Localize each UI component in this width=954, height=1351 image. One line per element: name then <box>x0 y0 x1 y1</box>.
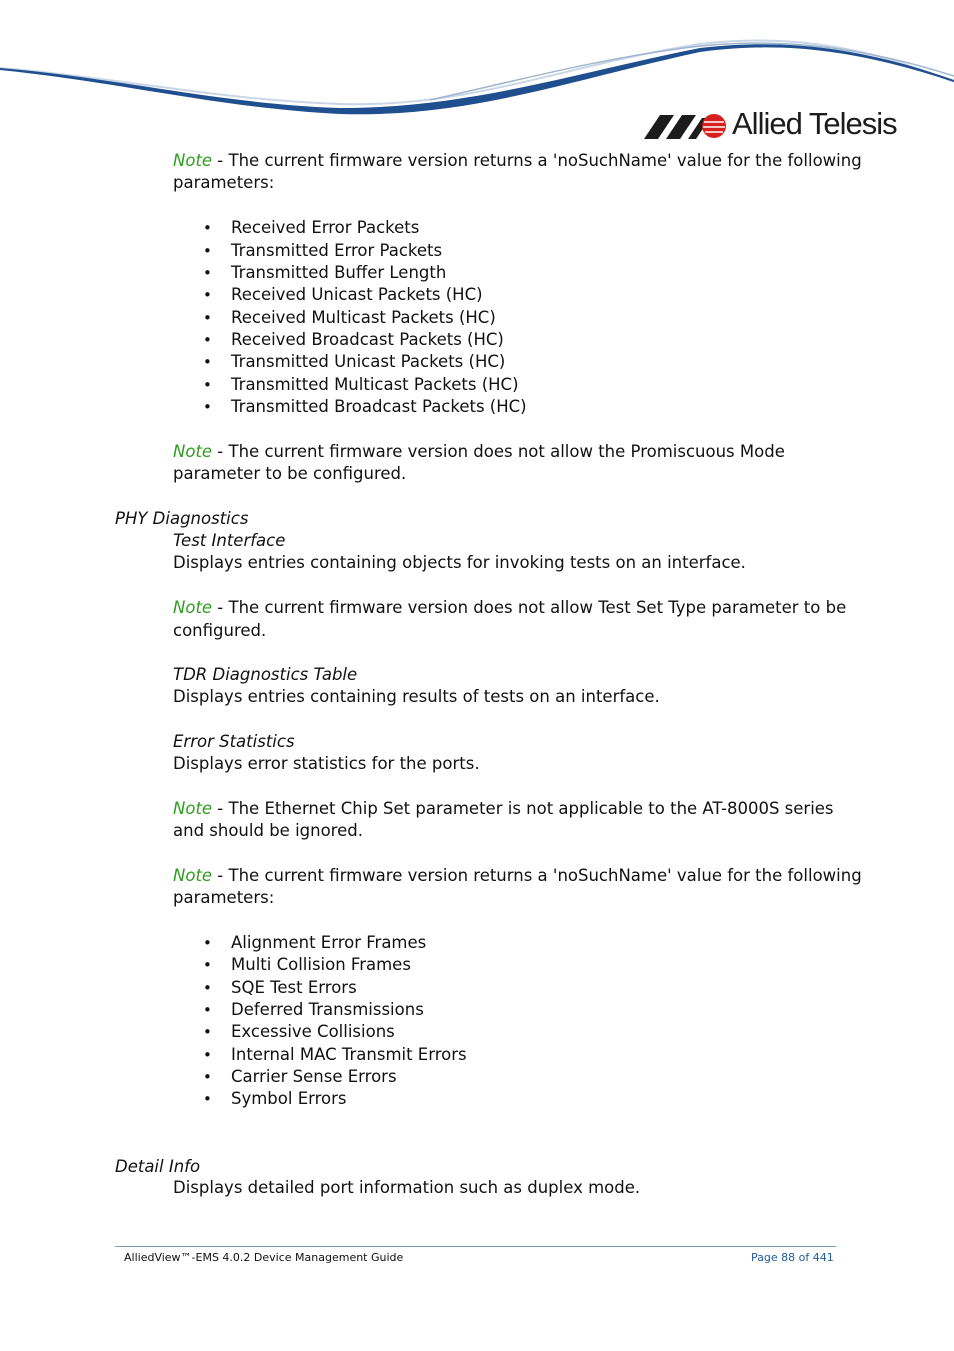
note-paragraph <box>173 441 785 463</box>
footer-document-title: AlliedView™-EMS 4.0.2 Device Management Guide <box>124 1251 404 1264</box>
bullet-icon: • <box>203 398 212 416</box>
note-paragraph <box>173 150 862 172</box>
logo-mark-icon <box>644 112 728 140</box>
list-item: SQE Test Errors <box>231 978 357 997</box>
bullet-icon: • <box>203 956 212 974</box>
note-text: - The current firmware version does not allow Test Set Type parameter to be <box>212 598 847 617</box>
bullet-icon: • <box>203 264 212 282</box>
list-item: Transmitted Multicast Packets (HC) <box>231 375 519 394</box>
list-item: Symbol Errors <box>231 1089 347 1108</box>
list-item: Received Unicast Packets (HC) <box>231 285 483 304</box>
note-text-line2: parameters: <box>173 888 275 907</box>
bullet-icon: • <box>203 331 212 349</box>
note-label: Note <box>173 442 213 461</box>
note-paragraph <box>173 597 846 619</box>
bullet-icon: • <box>203 1090 212 1108</box>
logo-wordmark: Allied Telesis <box>732 106 897 141</box>
note-text: - The Ethernet Chip Set parameter is not applicable to the AT-8000S series <box>212 799 834 818</box>
subheading-tdr-diagnostics: TDR Diagnostics Table <box>173 665 358 684</box>
bullet-icon: • <box>203 309 212 327</box>
list-item: Received Multicast Packets (HC) <box>231 308 496 327</box>
list-item: Multi Collision Frames <box>231 955 411 974</box>
detail-info-description: Displays detailed port information such as duplex mode. <box>173 1178 641 1197</box>
list-item: Transmitted Unicast Packets (HC) <box>231 352 506 371</box>
list-item: Carrier Sense Errors <box>231 1067 397 1086</box>
bullet-icon: • <box>203 1068 212 1086</box>
list-item: Transmitted Broadcast Packets (HC) <box>231 397 527 416</box>
subheading-test-interface: Test Interface <box>173 531 286 550</box>
list-item: Transmitted Buffer Length <box>231 263 447 282</box>
error-statistics-description: Displays error statistics for the ports. <box>173 754 480 773</box>
footer-page-number: Page 88 of 441 <box>751 1251 834 1264</box>
list-item: Excessive Collisions <box>231 1022 395 1041</box>
bullet-icon: • <box>203 979 212 997</box>
bullet-icon: • <box>203 286 212 304</box>
section-heading-detail-info: Detail Info <box>115 1157 201 1176</box>
subheading-error-statistics: Error Statistics <box>173 732 295 751</box>
note-label: Note <box>173 866 213 885</box>
bullet-icon: • <box>203 219 212 237</box>
list-item: Transmitted Error Packets <box>231 241 443 260</box>
note-paragraph <box>173 865 862 887</box>
note-text-line2: and should be ignored. <box>173 821 363 840</box>
bullet-icon: • <box>203 376 212 394</box>
note-text-line2: parameters: <box>173 173 275 192</box>
tdr-description: Displays entries containing results of tests on an interface. <box>173 687 660 706</box>
list-item: Internal MAC Transmit Errors <box>231 1045 467 1064</box>
list-item: Received Broadcast Packets (HC) <box>231 330 504 349</box>
note-text: - The current firmware version returns a 'noSuchName' value for the following <box>212 151 862 170</box>
list-item: Deferred Transmissions <box>231 1000 424 1019</box>
note-paragraph <box>173 798 834 820</box>
bullet-icon: • <box>203 1046 212 1064</box>
list-item: Alignment Error Frames <box>231 933 427 952</box>
note-text-line2: parameter to be configured. <box>173 464 407 483</box>
note-text: - The current firmware version returns a 'noSuchName' value for the following <box>212 866 862 885</box>
note-text-line2: configured. <box>173 621 267 640</box>
note-label: Note <box>173 799 213 818</box>
bullet-icon: • <box>203 1023 212 1041</box>
note-label: Note <box>173 598 213 617</box>
note-text: - The current firmware version does not allow the Promiscuous Mode <box>212 442 785 461</box>
list-item: Received Error Packets <box>231 218 420 237</box>
bullet-icon: • <box>203 353 212 371</box>
test-interface-description: Displays entries containing objects for invoking tests on an interface. <box>173 553 746 572</box>
note-label: Note <box>173 151 213 170</box>
bullet-icon: • <box>203 934 212 952</box>
footer-divider <box>115 1246 836 1247</box>
bullet-icon: • <box>203 1001 212 1019</box>
section-heading-phy-diagnostics: PHY Diagnostics <box>115 509 249 528</box>
bullet-icon: • <box>203 242 212 260</box>
